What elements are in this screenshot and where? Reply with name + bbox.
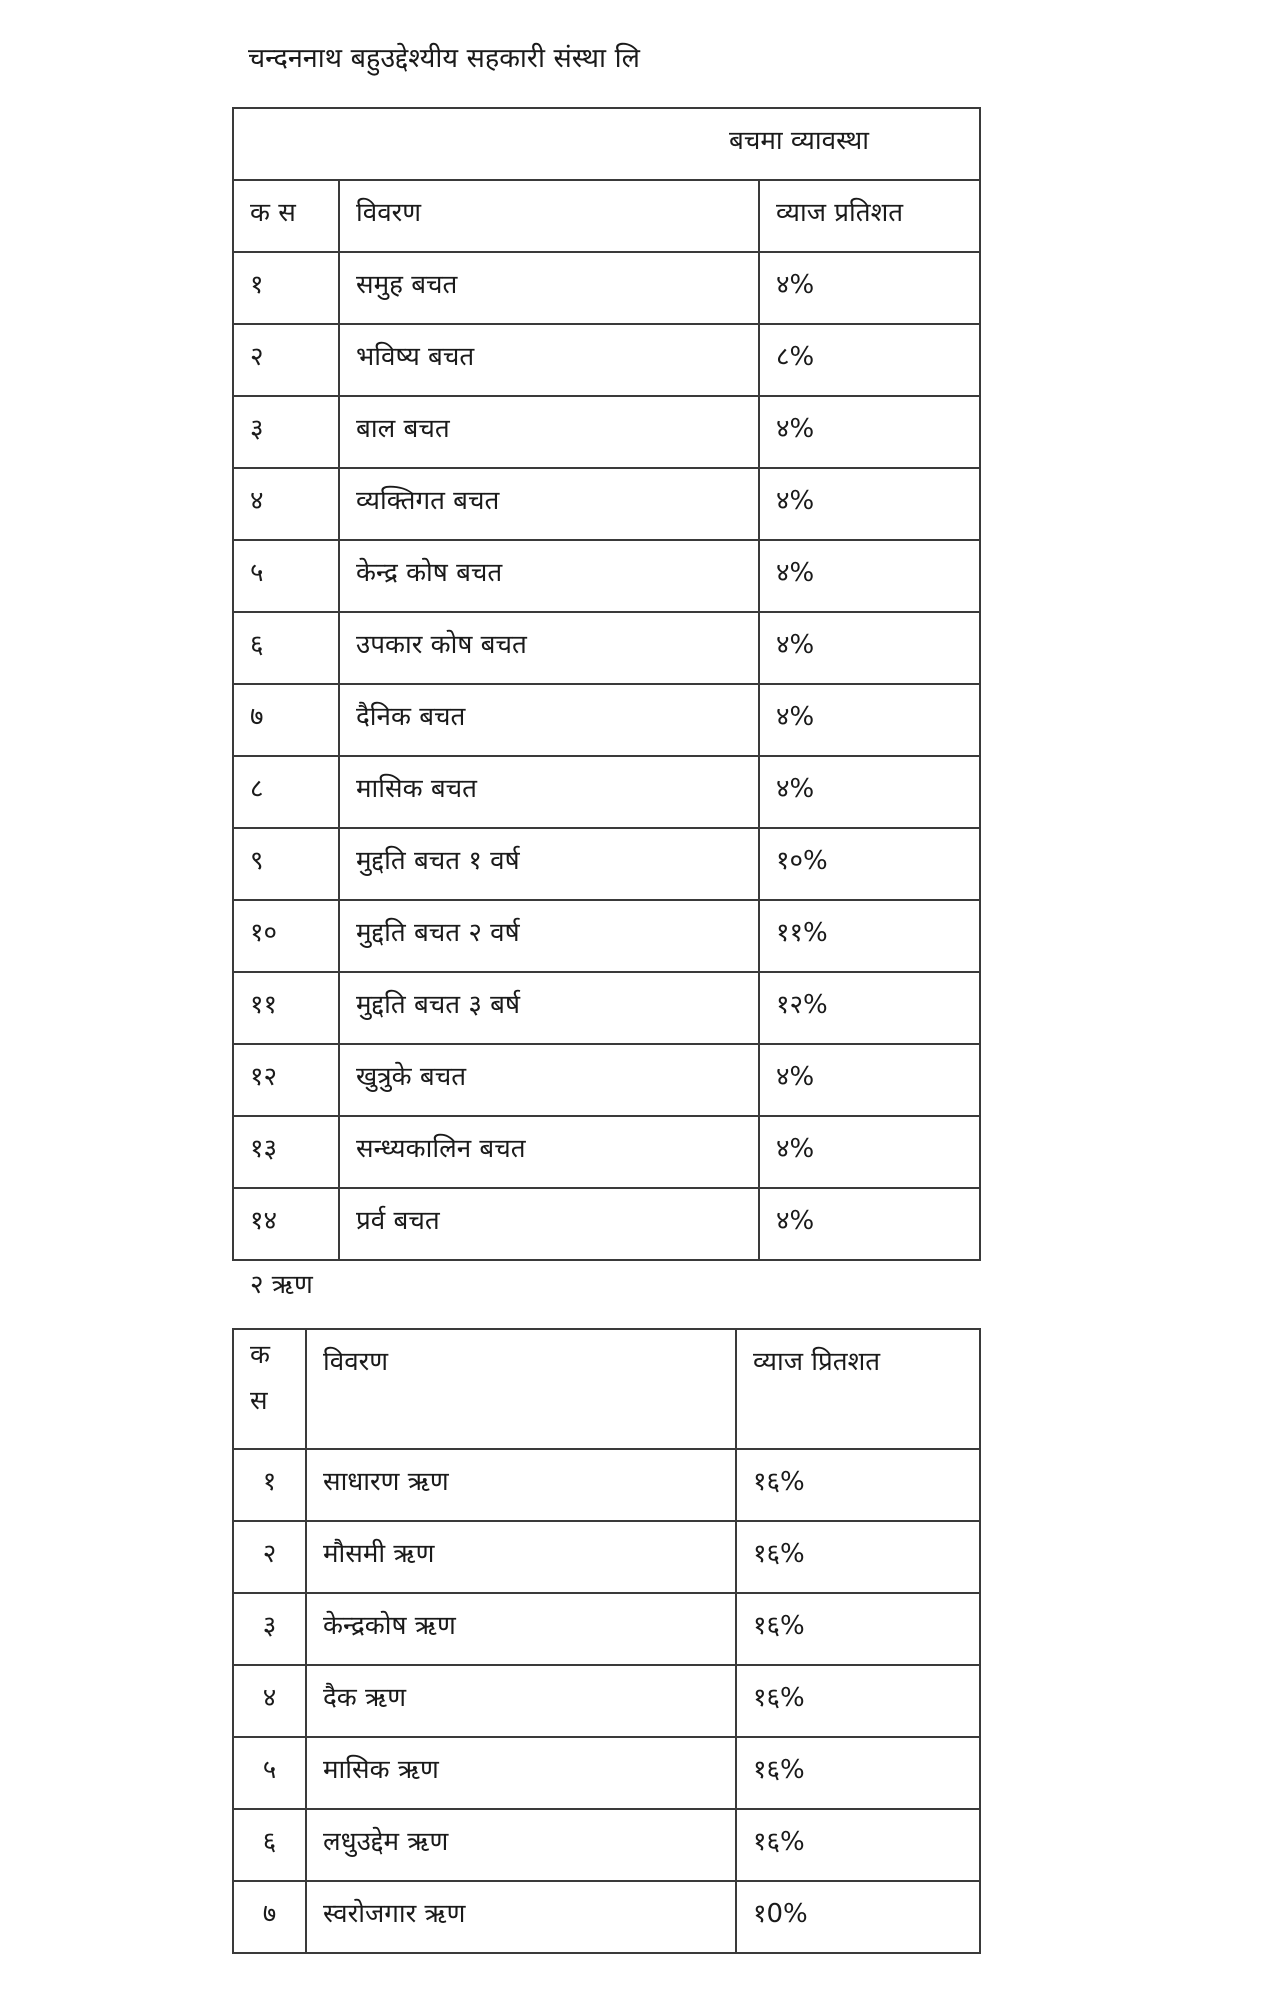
savings-row (233, 396, 980, 468)
loan-description: दैक ऋण (306, 1665, 736, 1737)
savings-banner-row (233, 108, 980, 180)
loan-description: केन्द्रकोष ऋण (306, 1593, 736, 1665)
savings-serial-number: १३ (233, 1116, 339, 1188)
savings-description: व्यक्तिगत बचत (339, 468, 759, 540)
loan-serial-number: ३ (233, 1593, 306, 1665)
org-title: चन्दननाथ बहुउद्देश्यीय सहकारी संस्था लि (248, 43, 640, 74)
savings-description: बाल बचत (339, 396, 759, 468)
column-header-rate: व्याज प्रितशत (736, 1329, 980, 1449)
loan-description: मासिक ऋण (306, 1737, 736, 1809)
loan-interest-rate: १६% (736, 1449, 980, 1521)
loan-serial-number: ४ (233, 1665, 306, 1737)
loan-row (233, 1809, 980, 1881)
savings-interest-rate: १०% (759, 828, 980, 900)
savings-row (233, 252, 980, 324)
savings-description: दैनिक बचत (339, 684, 759, 756)
savings-description: मासिक बचत (339, 756, 759, 828)
savings-serial-number: १ (233, 252, 339, 324)
loan-row (233, 1881, 980, 1953)
savings-row (233, 1188, 980, 1260)
savings-serial-number: ५ (233, 540, 339, 612)
savings-serial-number: १० (233, 900, 339, 972)
savings-serial-number: ९ (233, 828, 339, 900)
loan-table (232, 1328, 981, 1954)
savings-description: केन्द्र कोष बचत (339, 540, 759, 612)
savings-description: सन्ध्यकालिन बचत (339, 1116, 759, 1188)
loan-description: मौसमी ऋण (306, 1521, 736, 1593)
savings-row (233, 540, 980, 612)
loan-interest-rate: १६% (736, 1521, 980, 1593)
loan-description: लधुउद्देम ऋण (306, 1809, 736, 1881)
savings-interest-rate: ४% (759, 1116, 980, 1188)
savings-interest-rate: ४% (759, 396, 980, 468)
savings-heading: बचमा व्यावस्था (233, 108, 980, 180)
loan-row (233, 1521, 980, 1593)
savings-serial-number: १२ (233, 1044, 339, 1116)
savings-row (233, 324, 980, 396)
savings-description: समुह बचत (339, 252, 759, 324)
savings-interest-rate: १२% (759, 972, 980, 1044)
loan-heading: २ ऋण (250, 1270, 313, 1300)
savings-description: मुद्दति बचत २ वर्ष (339, 900, 759, 972)
column-header-sn: क स (233, 180, 339, 252)
savings-serial-number: ३ (233, 396, 339, 468)
loan-serial-number: २ (233, 1521, 306, 1593)
savings-description: खुत्रुके बचत (339, 1044, 759, 1116)
savings-interest-rate: ४% (759, 540, 980, 612)
loan-header-row (233, 1329, 980, 1449)
savings-description: उपकार कोष बचत (339, 612, 759, 684)
column-header-description: विवरण (339, 180, 759, 252)
savings-interest-rate: ४% (759, 756, 980, 828)
savings-table (232, 107, 981, 1261)
savings-description: मुद्दति बचत ३ बर्ष (339, 972, 759, 1044)
savings-serial-number: ८ (233, 756, 339, 828)
savings-interest-rate: ४% (759, 612, 980, 684)
loan-serial-number: ७ (233, 1881, 306, 1953)
loan-interest-rate: १0% (736, 1881, 980, 1953)
savings-row (233, 684, 980, 756)
loan-interest-rate: १६% (736, 1737, 980, 1809)
loan-serial-number: १ (233, 1449, 306, 1521)
savings-interest-rate: ४% (759, 684, 980, 756)
savings-serial-number: ४ (233, 468, 339, 540)
savings-description: प्रर्व बचत (339, 1188, 759, 1260)
loan-row (233, 1449, 980, 1521)
loan-description: स्वरोजगार ऋण (306, 1881, 736, 1953)
savings-serial-number: ७ (233, 684, 339, 756)
savings-row (233, 1044, 980, 1116)
column-header-sn: क स (233, 1329, 306, 1449)
savings-row (233, 612, 980, 684)
savings-serial-number: ६ (233, 612, 339, 684)
savings-row (233, 972, 980, 1044)
loan-description: साधारण ऋण (306, 1449, 736, 1521)
savings-interest-rate: ११% (759, 900, 980, 972)
savings-interest-rate: ४% (759, 1044, 980, 1116)
savings-serial-number: २ (233, 324, 339, 396)
savings-row (233, 468, 980, 540)
loan-serial-number: ५ (233, 1737, 306, 1809)
savings-row (233, 1116, 980, 1188)
loan-row (233, 1665, 980, 1737)
loan-row (233, 1737, 980, 1809)
loan-interest-rate: १६% (736, 1665, 980, 1737)
loan-interest-rate: १६% (736, 1809, 980, 1881)
savings-header-row (233, 180, 980, 252)
savings-row (233, 900, 980, 972)
loan-interest-rate: १६% (736, 1593, 980, 1665)
savings-description: मुद्दति बचत १ वर्ष (339, 828, 759, 900)
savings-serial-number: ११ (233, 972, 339, 1044)
column-header-description: विवरण (306, 1329, 736, 1449)
savings-row (233, 756, 980, 828)
savings-interest-rate: ४% (759, 468, 980, 540)
loan-row (233, 1593, 980, 1665)
column-header-rate: व्याज प्रतिशत (759, 180, 980, 252)
savings-interest-rate: ४% (759, 1188, 980, 1260)
savings-row (233, 828, 980, 900)
savings-interest-rate: ४% (759, 252, 980, 324)
loan-serial-number: ६ (233, 1809, 306, 1881)
savings-serial-number: १४ (233, 1188, 339, 1260)
savings-interest-rate: ८% (759, 324, 980, 396)
savings-description: भविष्य बचत (339, 324, 759, 396)
